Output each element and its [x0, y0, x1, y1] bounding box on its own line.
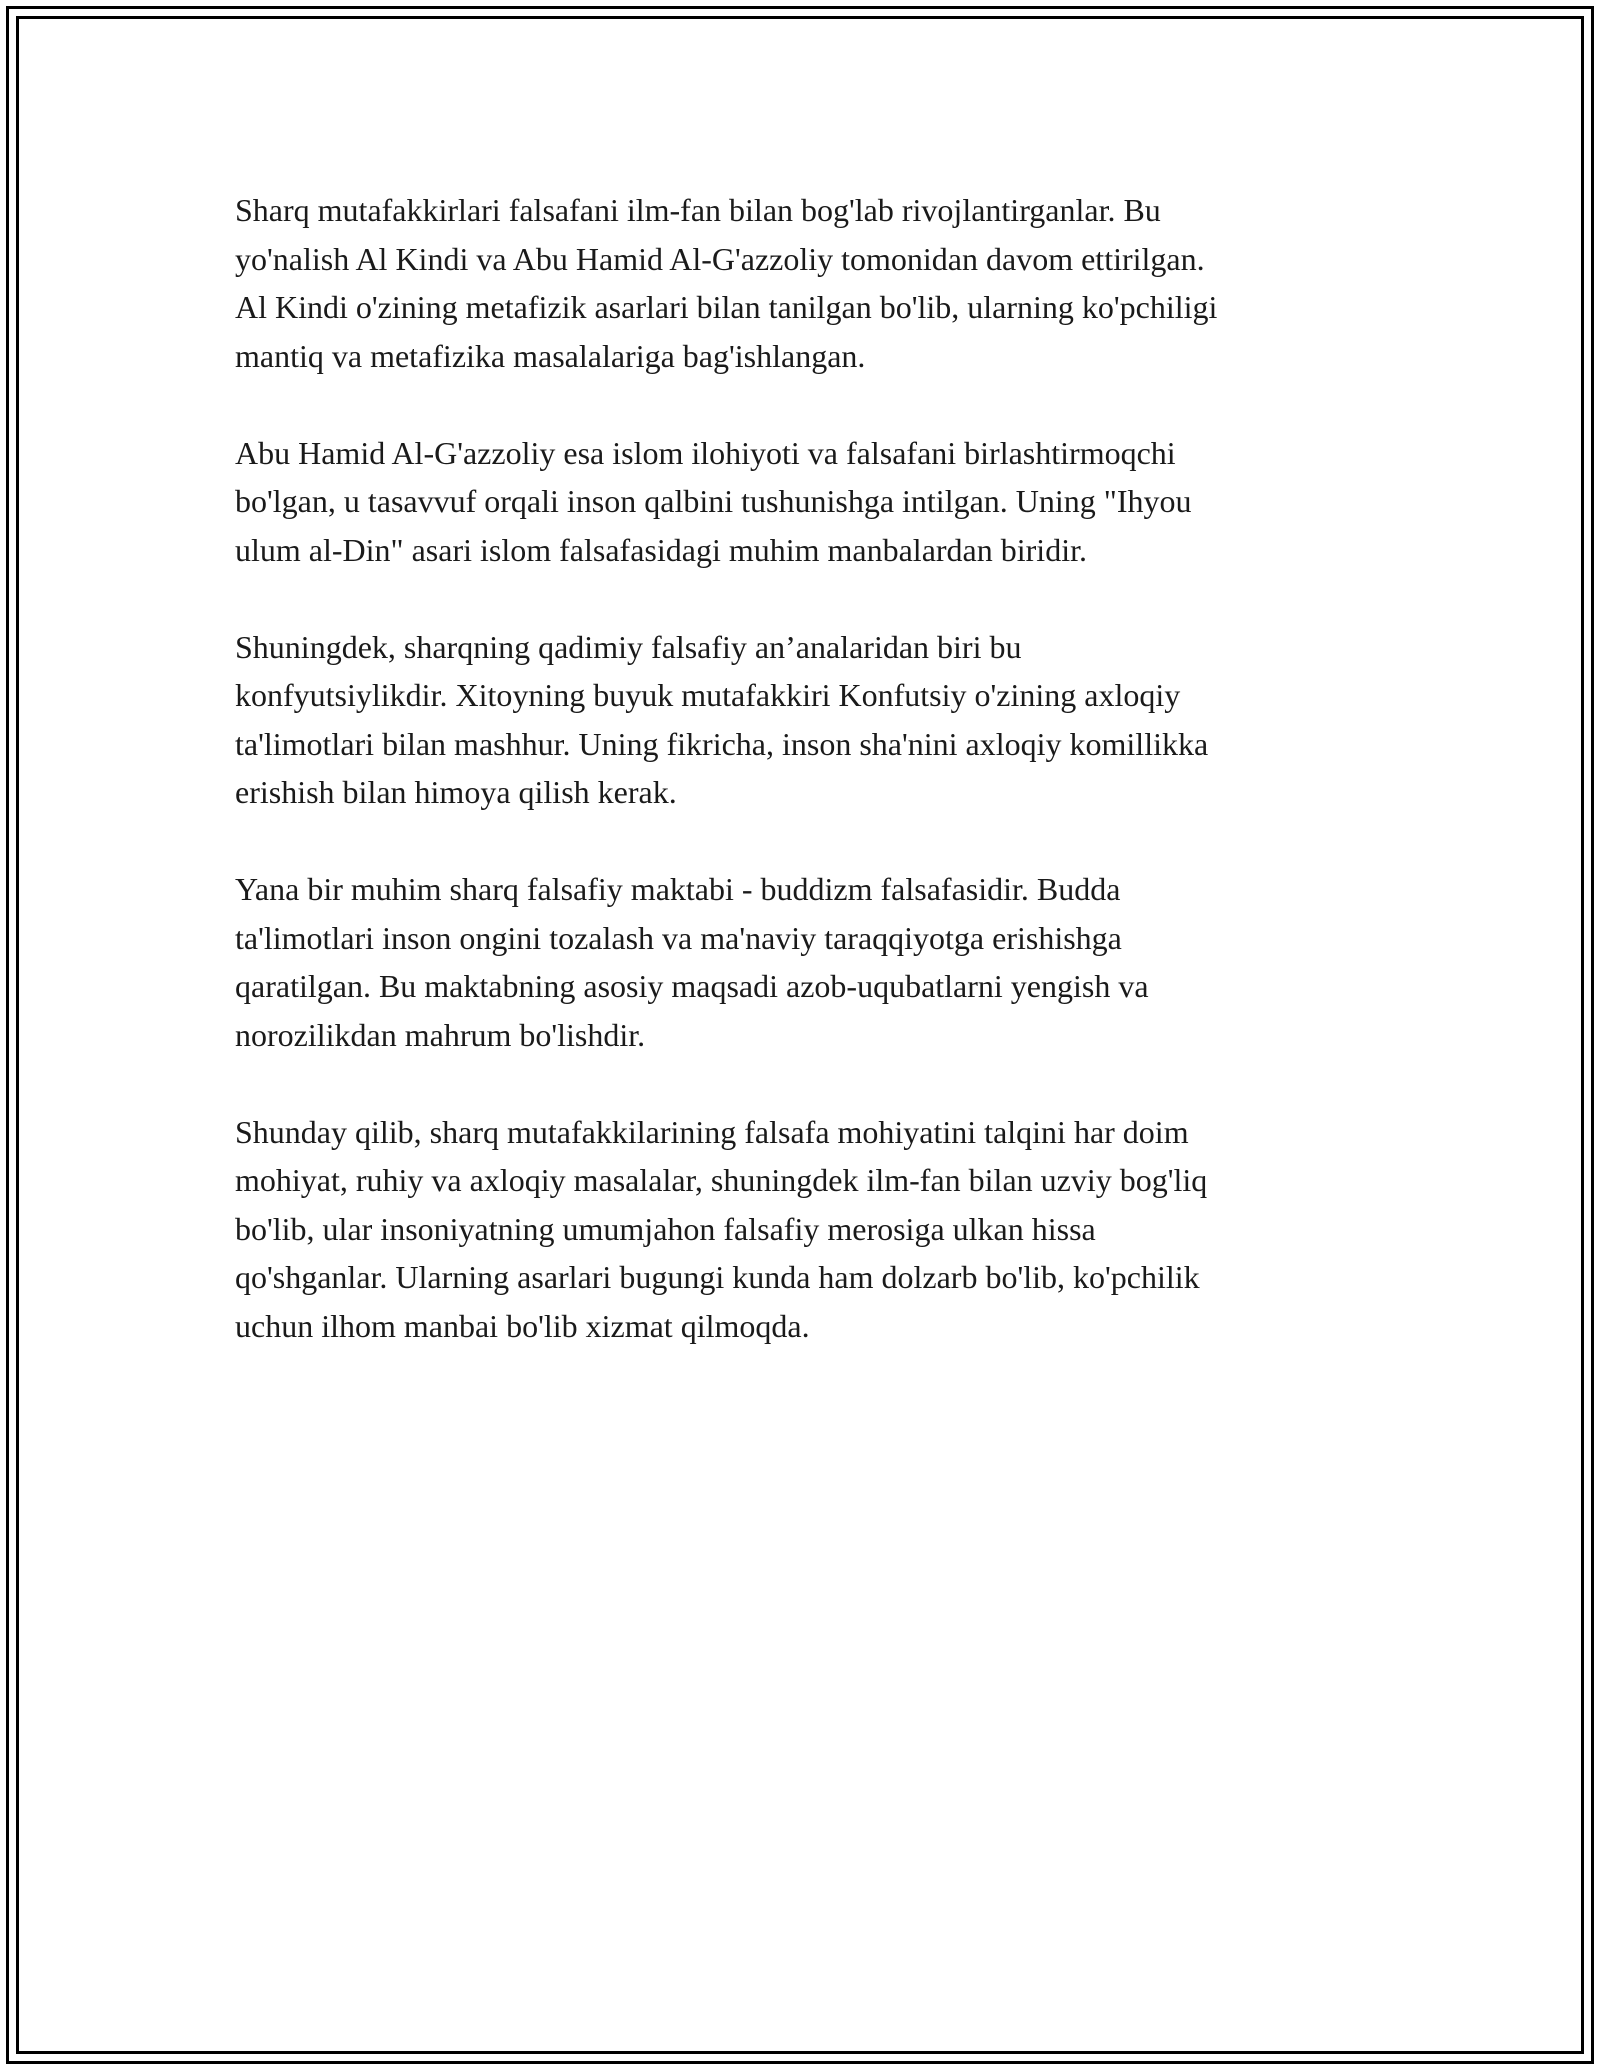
document-body: [235, 186, 1385, 1399]
paragraph-4: Yana bir muhim sharq falsafiy maktabi - buddizm falsafasidir. Budda ta'limotlari inson ongini tozalash va ma'naviy taraqqiyotga erishishga qaratilgan. Bu maktabning asosiy maqsadi azob-uqubatlarni yengish va norozilikdan mahrum bo'lishdir.: [235, 871, 1149, 1053]
paragraph-5: Shunday qilib, sharq mutafakkilarining falsafa mohiyatini talqini har doim mohiyat, ruhiy va axloqiy masalalar, shuningdek ilm-fan bilan uzviy bog'liq bo'lib, ular insoniyatning umumjahon falsafiy merosiga ulkan hissa qo'shganlar. Ularning asarlari bugungi kunda ham dolzarb bo'lib, ko'pchilik uchun ilhom manbai bo'lib xizmat qilmoqda.: [235, 1113, 1208, 1344]
paragraph-2: Abu Hamid Al-G'azzoliy esa islom ilohiyoti va falsafani birlashtirmoqchi bo'lgan, u tasavvuf orqali inson qalbini tushunishga intilgan. Uning "Ihyou ulum al-Din" asari islom falsafasidagi muhim manbalardan biridir.: [235, 434, 1192, 568]
paragraph-1: Sharq mutafakkirlari falsafani ilm-fan bilan bog'lab rivojlantirganlar. Bu yo'nalish Al Kindi va Abu Hamid Al-G'azzoliy tomonidan davom ettirilgan. Al Kindi o'zining metafizik asarlari bilan tanilgan bo'lib, ularning ko'pchiligi mantiq va metafizika masalalariga bag'ishlangan.: [235, 192, 1218, 374]
paragraph-3: Shuningdek, sharqning qadimiy falsafiy an’analaridan biri bu konfyutsiylikdir. Xitoyning buyuk mutafakkiri Konfutsiy o'zining axloqiy ta'limotlari bilan mashhur. Uning fikricha, inson sha'nini axloqiy komillikka erishish bilan himoya qilish kerak.: [235, 628, 1209, 810]
